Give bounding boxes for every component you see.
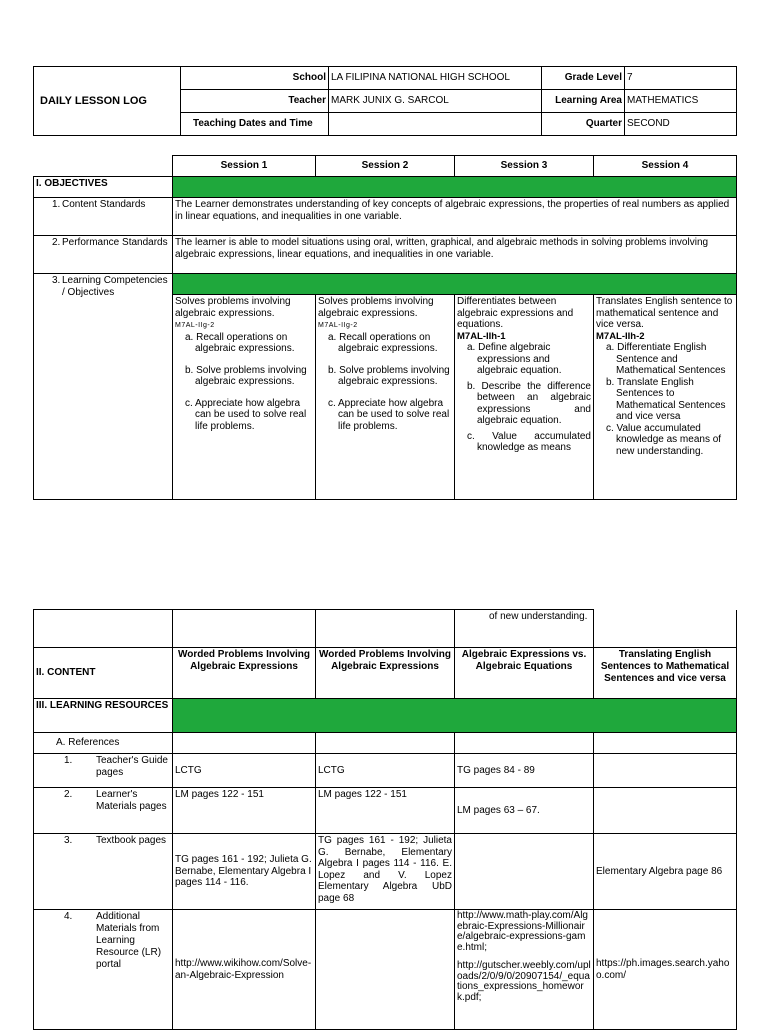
session-2-objectives [316,295,455,500]
performance-standards-value: The learner is able to model situations using oral, written, graphical, and algebraic methods in solving problems involving algebraic expressions, linear equations, and inequalities in one variable. [173,236,737,274]
ref-empty-1 [173,733,316,754]
lm-num: 2. [64,789,73,800]
s4-obj-a: a. Differentiate English Sentence and Mathematical Sentences [606,342,726,376]
grade-label: Grade Level [542,67,625,90]
am-session-4: https://ph.images.search.yahoo.com/ [594,910,737,1030]
cont-empty-4 [594,610,737,648]
lm-text: Learner's Materials pages [96,789,167,812]
s4-obj-b: b. Translate English Sentences to Mathematical Sentences and vice versa [606,376,726,422]
lm-session-2: LM pages 122 - 151 [316,788,455,834]
school-value: LA FILIPINA NATIONAL HIGH SCHOOL [329,67,542,90]
quarter-label: Quarter [542,113,625,136]
learning-competencies-label [34,274,173,500]
tg-text: Teacher's Guide pages [96,755,168,778]
session-3-continuation [455,610,594,648]
tb-session-2: TG pages 161 - 192; Julieta G. Bernabe, Elementary Algebra I pages 114 - 116. E. Lopez and V. Lopez Elementary Algebra UbD page 68 [316,834,455,910]
references-label: A. References [34,733,173,754]
s2-code: M7AL-IIg-2 [318,322,358,329]
content-standards-label [34,198,173,236]
quarter-value: SECOND [625,113,737,136]
s2-intro: Solves problems involving algebraic expressions. [318,296,434,319]
session-1-header: Session 1 [173,156,316,177]
s1-intro: Solves problems involving algebraic expressions. [175,296,291,319]
empty-corner [34,156,173,177]
tg-session-2: LCTG [316,754,455,788]
s2-obj-b: b. Solve problems involving algebraic expressions. [328,364,450,387]
performance-standards-label [34,236,173,274]
teacher-label: Teacher [181,90,329,113]
objectives-table [33,155,737,500]
resources-heading: III. LEARNING RESOURCES [34,699,173,733]
s3-obj-b: b. Describe the difference between an algebraic expressions and algebraic equation. [467,380,591,426]
tb-text: Textbook pages [96,835,167,846]
am-s3-link-1: http://www.math-play.com/Algebraic-Expressions-Millionaire/algebraic-expressions-game.html; [457,910,588,953]
session-1-objectives [173,295,316,500]
tb-session-1: TG pages 161 - 192; Julieta G. Bernabe, Elementary Algebra I pages 114 - 116. [173,834,316,910]
performance-standards-text: Performance Standards [62,237,168,248]
area-value: MATHEMATICS [625,90,737,113]
lm-session-1: LM pages 122 - 151 [173,788,316,834]
am-label [34,910,173,1030]
dates-label: Teaching Dates and Time [181,113,329,136]
learning-competencies-text: Learning Competencies / Objectives [62,275,168,298]
content-resources-table [33,609,737,1030]
tb-session-3 [455,834,594,910]
lm-session-4 [594,788,737,834]
area-label: Learning Area [542,90,625,113]
content-standards-num: 1. [52,199,61,210]
cont-empty-2 [316,610,455,648]
performance-standards-num: 2. [52,237,61,248]
learning-competencies-num: 3. [52,275,61,286]
dates-value [329,113,542,136]
s4-code: M7AL-IIh-2 [596,330,645,342]
content-standards-value: The Learner demonstrates understanding of key concepts of algebraic expressions, the properties of real numbers as applied in linear equations, and inequalities in one variable. [173,198,737,236]
ref-empty-3 [455,733,594,754]
session-4-header: Session 4 [594,156,737,177]
tg-num: 1. [64,755,73,766]
session-2-header: Session 2 [316,156,455,177]
lm-session-3: LM pages 63 – 67. [455,788,594,834]
objectives-green-bar [173,177,737,198]
s4-obj-c: c. Value accumulated knowledge as means of new understanding. [606,422,722,457]
content-session-2: Worded Problems Involving Algebraic Expressions [316,648,455,699]
am-text: Additional Materials from Learning Resource (LR) portal [96,911,162,970]
school-label: School [181,67,329,90]
s3-continuation-text: of new understanding. [489,611,588,622]
s1-obj-c: c. Appreciate how algebra can be used to solve real life problems. [185,397,307,432]
page-title: DAILY LESSON LOG [34,67,181,136]
tg-session-1: LCTG [173,754,316,788]
tg-label [34,754,173,788]
s3-obj-a: a. Define algebraic expressions and algebraic equation. [467,342,562,376]
competencies-green-bar [173,274,737,295]
tb-num: 3. [64,835,73,846]
content-standards-text: Content Standards [62,199,146,210]
am-session-2 [316,910,455,1030]
objectives-heading: I. OBJECTIVES [34,177,173,198]
am-s3-link-2: http://gutscher.weebly.com/uploads/2/0/9/0/20907154/_equations_expressions_homework.pdf; [457,960,591,1003]
s2-obj-c: c. Appreciate how algebra can be used to solve real life problems. [328,397,450,432]
content-session-4: Translating English Sentences to Mathematical Sentences and vice versa [594,648,737,699]
session-3-header: Session 3 [455,156,594,177]
content-session-3: Algebraic Expressions vs. Algebraic Equations [455,648,594,699]
grade-value: 7 [625,67,737,90]
lm-label [34,788,173,834]
cont-empty-0 [34,610,173,648]
teacher-value: MARK JUNIX G. SARCOL [329,90,542,113]
s3-obj-c: c. Value accumulated knowledge as means [467,430,591,453]
content-session-1: Worded Problems Involving Algebraic Expressions [173,648,316,699]
tg-session-4 [594,754,737,788]
s1-obj-b: b. Solve problems involving algebraic expressions. [185,364,307,387]
session-3-objectives [455,295,594,500]
s1-code: M7AL-IIg-2 [175,322,215,329]
am-session-3 [455,910,594,1030]
tb-label [34,834,173,910]
tb-session-4: Elementary Algebra page 86 [594,834,737,910]
resources-green-bar [173,699,737,733]
tg-session-3: TG pages 84 - 89 [455,754,594,788]
header-table [33,66,737,136]
s2-obj-a: a. Recall operations on algebraic expressions. [328,331,438,354]
s3-intro: Differentiates between algebraic expressions and equations. [457,296,574,330]
ref-empty-2 [316,733,455,754]
content-heading: II. CONTENT [34,648,173,699]
am-session-1: http://www.wikihow.com/Solve-an-Algebraic-Expression [173,910,316,1030]
s1-obj-a: a. Recall operations on algebraic expressions. [185,331,295,354]
ref-empty-4 [594,733,737,754]
s4-intro: Translates English sentence to mathematical sentence and vice versa. [596,296,733,330]
session-4-objectives [594,295,737,500]
cont-empty-1 [173,610,316,648]
s3-code: M7AL-IIh-1 [457,330,506,342]
am-num: 4. [64,911,73,922]
